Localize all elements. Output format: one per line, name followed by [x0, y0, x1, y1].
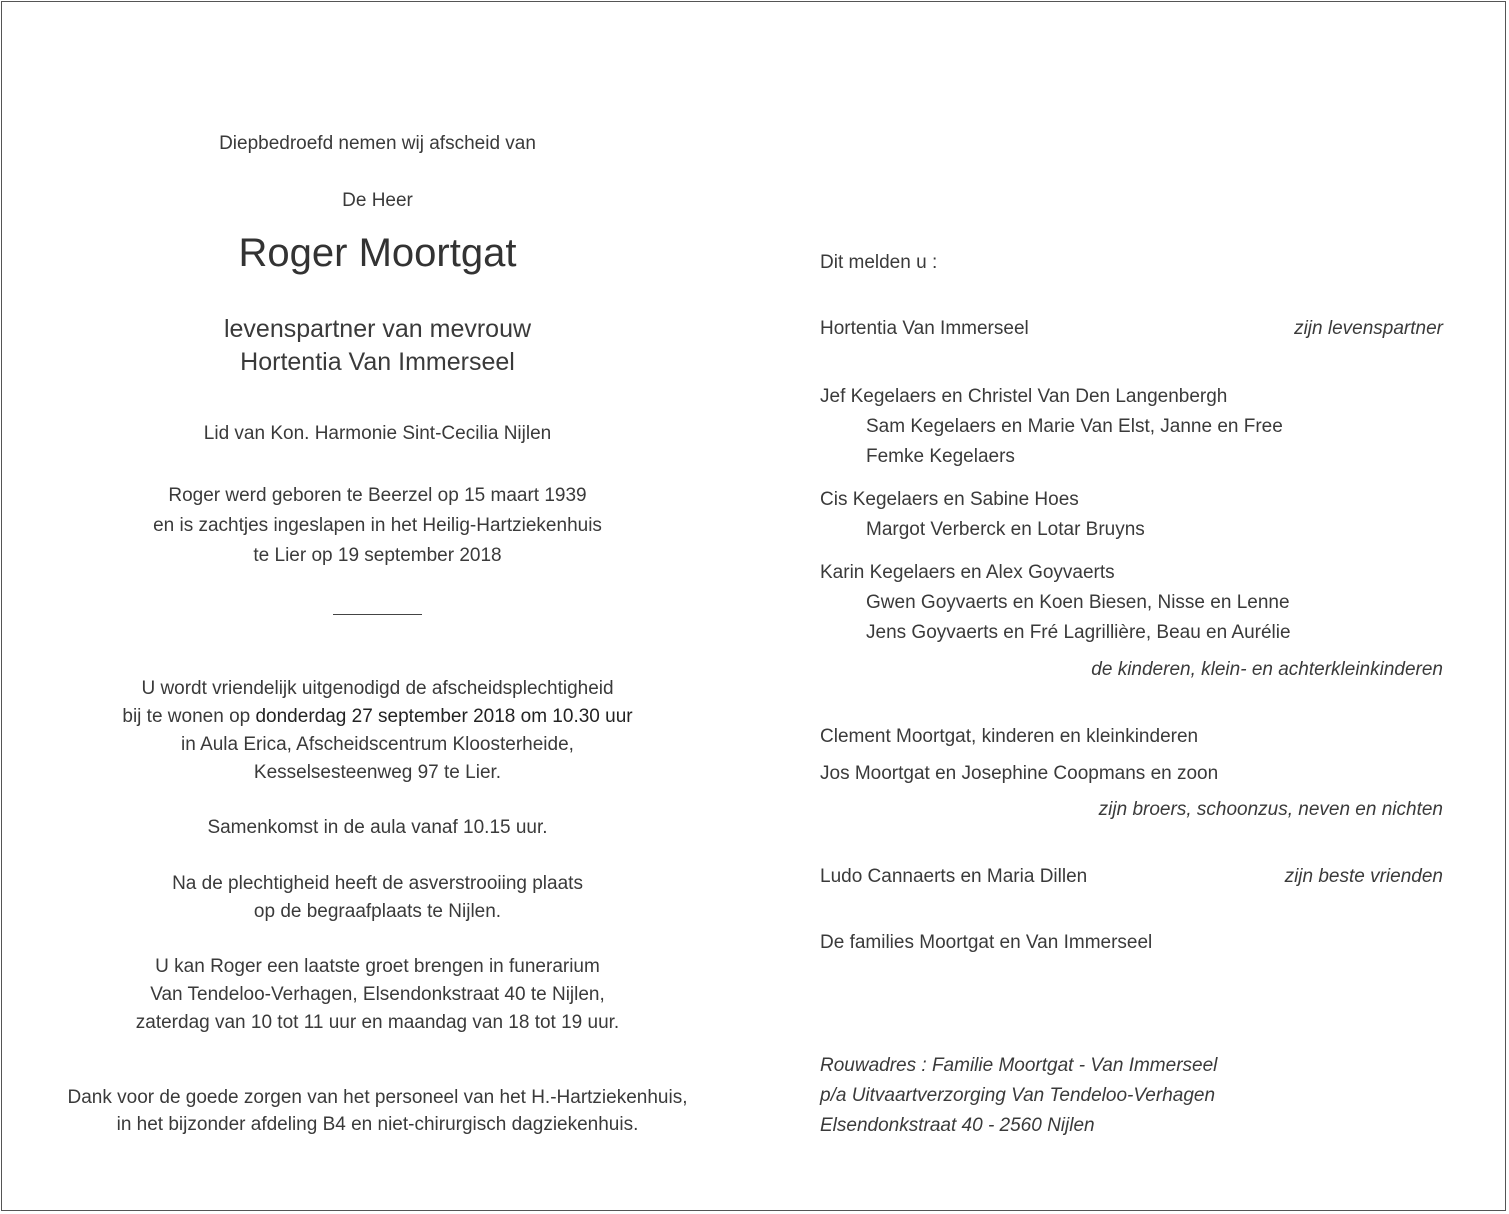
- invitation-line-3: in Aula Erica, Afscheidscentrum Kloosterheide,: [181, 734, 574, 755]
- partner-name: Hortentia Van Immerseel: [820, 318, 1029, 339]
- divider: [333, 614, 422, 615]
- birth-line-3: te Lier op 19 september 2018: [253, 545, 502, 566]
- visit-line-2: Van Tendeloo-Verhagen, Elsendonkstraat 40 te Nijlen,: [150, 984, 605, 1005]
- invitation-line-2: [30, 706, 725, 728]
- birth-line-1: Roger werd geboren te Beerzel op 15 maart 1939: [168, 485, 587, 506]
- gathering-time: Samenkomst in de aula vanaf 10.15 uur.: [207, 817, 548, 838]
- grandchild-1a: Sam Kegelaers en Marie Van Elst, Janne en Free: [866, 416, 1283, 437]
- address-line-1: Rouwadres : Familie Moortgat - Van Immerseel: [820, 1055, 1218, 1076]
- child-2: Cis Kegelaers en Sabine Hoes: [820, 489, 1079, 510]
- invitation-prefix: bij te wonen op: [122, 706, 256, 727]
- intro-text: Diepbedroefd nemen wij afscheid van: [219, 133, 536, 154]
- invitation-line-1: U wordt vriendelijk uitgenodigd de afscheidsplechtigheid: [141, 678, 614, 699]
- grandchild-1b: Femke Kegelaers: [866, 446, 1015, 467]
- families: De families Moortgat en Van Immerseel: [820, 932, 1153, 953]
- visit-line-3: zaterdag van 10 tot 11 uur en maandag van 18 tot 19 uur.: [135, 1012, 620, 1033]
- friends-names: Ludo Cannaerts en Maria Dillen: [820, 866, 1088, 887]
- brother-2: Jos Moortgat en Josephine Coopmans en zoon: [820, 763, 1219, 784]
- friends-role: zijn beste vrienden: [1284, 866, 1443, 887]
- birth-line-2: en is zachtjes ingeslapen in het Heilig-Hartziekenhuis: [153, 515, 602, 536]
- partner-line-1: levenspartner van mevrouw: [223, 315, 532, 343]
- after-line-1: Na de plechtigheid heeft de asverstrooiing plaats: [172, 873, 583, 894]
- announce-intro: Dit melden u :: [820, 252, 938, 273]
- salutation: De Heer: [342, 190, 413, 211]
- grandchild-3b: Jens Goyvaerts en Fré Lagrillière, Beau en Aurélie: [866, 622, 1291, 643]
- deceased-name: Roger Moortgat: [238, 231, 517, 275]
- invitation-line-4: Kesselsesteenweg 97 te Lier.: [253, 762, 502, 783]
- partner-role: zijn levenspartner: [1294, 318, 1443, 339]
- child-1: Jef Kegelaers en Christel Van Den Langenbergh: [820, 386, 1228, 407]
- membership: Lid van Kon. Harmonie Sint-Cecilia Nijlen: [203, 423, 552, 444]
- thanks-line-1: Dank voor de goede zorgen van het personeel van het H.-Hartziekenhuis,: [67, 1087, 688, 1108]
- grandchild-2a: Margot Verberck en Lotar Bruyns: [866, 519, 1145, 540]
- address-line-3: Elsendonkstraat 40 - 2560 Nijlen: [820, 1115, 1095, 1136]
- address-line-2: p/a Uitvaartverzorging Van Tendeloo-Verhagen: [820, 1085, 1216, 1106]
- brother-1: Clement Moortgat, kinderen en kleinkinderen: [820, 726, 1199, 747]
- partner-line-2: Hortentia Van Immerseel: [240, 348, 515, 376]
- children-role: de kinderen, klein- en achterkleinkinderen: [1091, 659, 1443, 680]
- thanks-line-2: in het bijzonder afdeling B4 en niet-chirurgisch dagziekenhuis.: [116, 1114, 639, 1135]
- visit-line-1: U kan Roger een laatste groet brengen in funerarium: [155, 956, 600, 977]
- grandchild-3a: Gwen Goyvaerts en Koen Biesen, Nisse en Lenne: [866, 592, 1290, 613]
- ceremony-date: donderdag 27 september 2018 om 10.30 uur: [255, 706, 633, 727]
- child-3: Karin Kegelaers en Alex Goyvaerts: [820, 562, 1115, 583]
- after-line-2: op de begraafplaats te Nijlen.: [253, 901, 502, 922]
- brothers-role: zijn broers, schoonzus, neven en nichten: [1098, 799, 1443, 820]
